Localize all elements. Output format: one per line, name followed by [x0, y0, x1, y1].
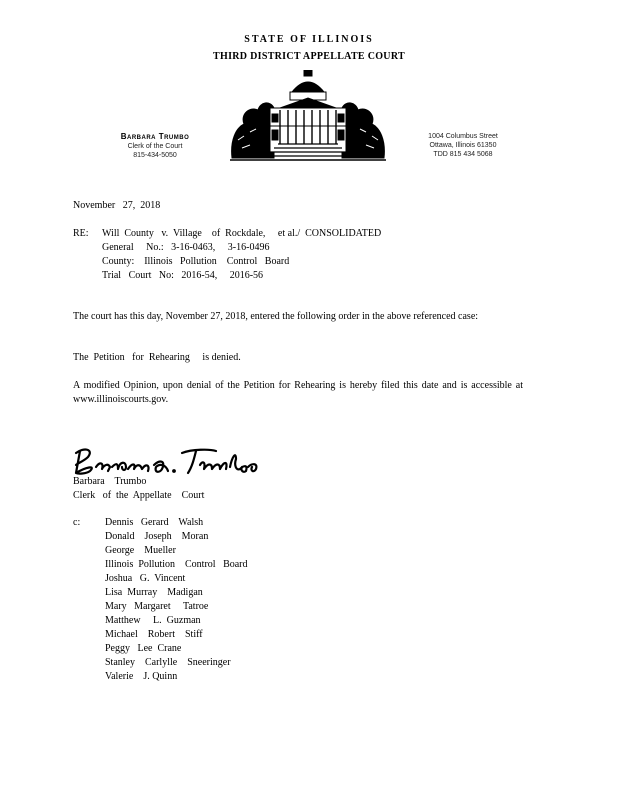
- handwritten-signature: [70, 443, 270, 477]
- state-heading: STATE OF ILLINOIS: [244, 34, 374, 45]
- re-case-title: Will County v. Village of Rockdale, et al./ CONSOLIDATED: [102, 228, 382, 239]
- denial-paragraph: The Petition for Rehearing is denied.: [73, 352, 241, 363]
- signer-name: Barbara Trumbo: [73, 476, 147, 487]
- cc-recipient: Mary Margaret Tatroe: [105, 601, 209, 612]
- cc-list: [105, 516, 248, 684]
- re-county: County: Illinois Pollution Control Board: [102, 256, 290, 267]
- cc-recipient: Michael Robert Stiff: [105, 629, 203, 640]
- opinion-paragraph: A modified Opinion, upon denial of the Petition for Rehearing is hereby filed this date and is accessible at www.illinoiscourts.gov.: [73, 380, 523, 405]
- cc-recipient: Stanley Carlylle Sneeringer: [105, 657, 231, 668]
- cc-recipient: George Mueller: [105, 545, 176, 556]
- cc-recipient: Matthew L. Guzman: [105, 615, 201, 626]
- clerk-phone: 815-434-5050: [133, 152, 177, 159]
- court-street: 1004 Columbus Street: [428, 133, 498, 140]
- order-paragraph: The court has this day, November 27, 2018, entered the following order in the above referenced case:: [73, 311, 479, 322]
- clerk-title: Clerk of the Court: [127, 143, 183, 150]
- cc-recipient: Joshua G. Vincent: [105, 573, 186, 584]
- re-block: [102, 227, 381, 283]
- court-address-block: [408, 132, 518, 159]
- letter-date: November 27, 2018: [73, 200, 161, 211]
- re-general-no: General No.: 3-16-0463, 3-16-0496: [102, 242, 270, 253]
- courthouse-seal-icon: [230, 70, 386, 162]
- court-city: Ottawa, Illinois 61350: [429, 142, 497, 149]
- cc-recipient: Lisa Murray Madigan: [105, 587, 203, 598]
- re-label: RE:: [73, 228, 89, 239]
- cc-label: c:: [73, 517, 81, 528]
- cc-recipient: Dennis Gerard Walsh: [105, 517, 204, 528]
- cc-recipient: Valerie J. Quinn: [105, 671, 178, 682]
- cc-recipient: Donald Joseph Moran: [105, 531, 209, 542]
- cc-recipient: Illinois Pollution Control Board: [105, 559, 248, 570]
- re-trial-court-no: Trial Court No: 2016-54, 2016-56: [102, 270, 264, 281]
- clerk-name: Barbara Trumbo: [120, 132, 190, 141]
- cc-recipient: Peggy Lee Crane: [105, 643, 182, 654]
- court-heading: THIRD DISTRICT APPELLATE COURT: [213, 51, 405, 62]
- signer-title: Clerk of the Appellate Court: [73, 490, 205, 501]
- clerk-contact-block: [100, 132, 210, 160]
- court-tdd: TDD 815 434 5068: [433, 151, 493, 158]
